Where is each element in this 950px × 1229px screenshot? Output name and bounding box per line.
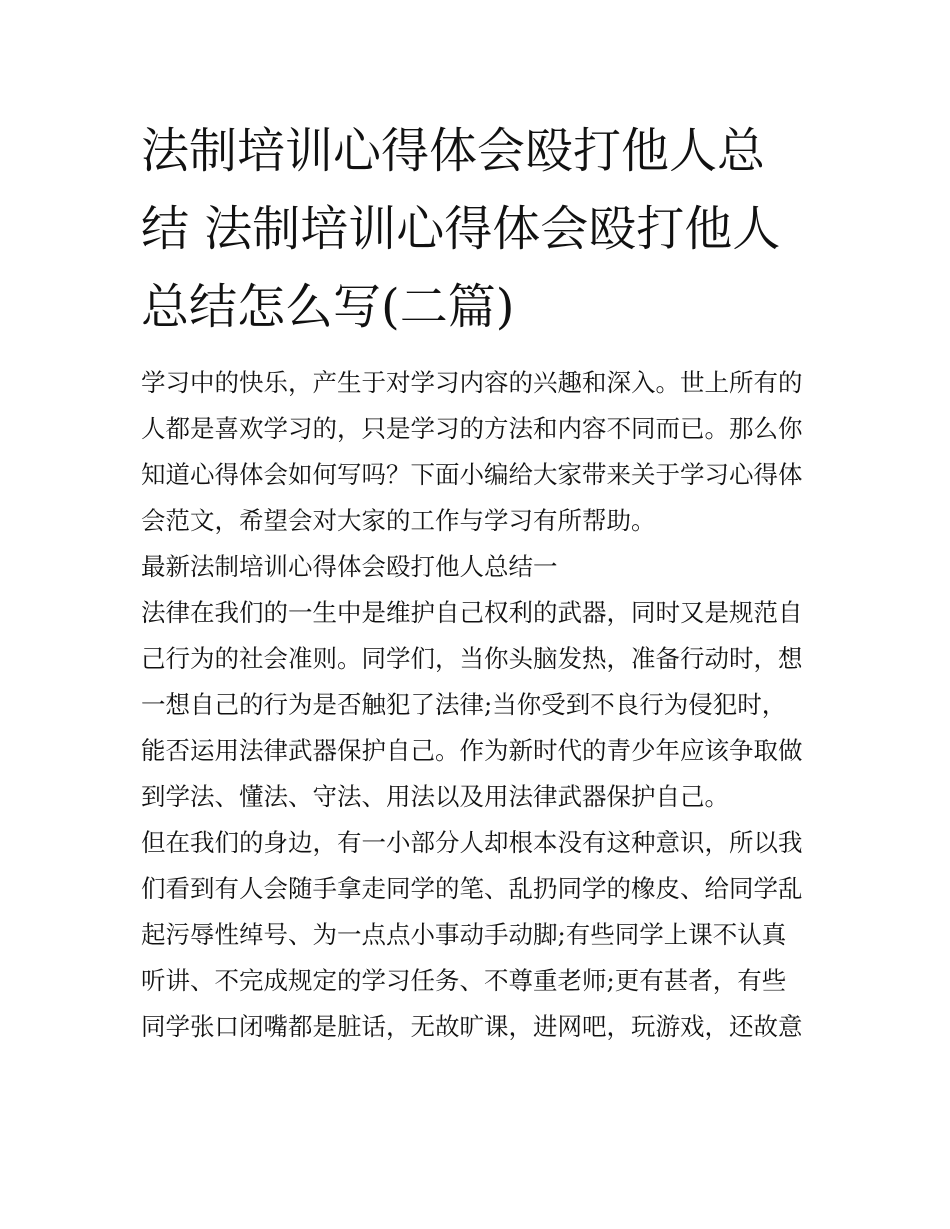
text-line: 人都是喜欢学习的，只是学习的方法和内容不同而已。那么你 [141,414,803,443]
title-line: 法制培训心得体会殴打他人总 [141,123,766,179]
text-line: 会范文，希望会对大家的工作与学习有所帮助。 [141,506,656,535]
text-line: 起污辱性绰号、为一点点小事动手动脚;有些同学上课不认真 [141,920,787,949]
text-line: 学习中的快乐，产生于对学习内容的兴趣和深入。世上所有的 [141,368,803,397]
text-line: 同学张口闭嘴都是脏话，无故旷课，进网吧，玩游戏，还故意 [141,1012,803,1041]
text-line: 听讲、不完成规定的学习任务、不尊重老师;更有甚者，有些 [141,966,787,995]
text-line: 法律在我们的一生中是维护自己权利的武器，同时又是规范自 [141,598,803,627]
paragraph-1 [141,590,813,820]
text-line: 们看到有人会随手拿走同学的笔、乱扔同学的橡皮、给同学乱 [141,874,803,903]
intro-paragraph [141,360,813,544]
title-line: 总结怎么写(二篇) [141,279,515,335]
section-heading: 最新法制培训心得体会殴打他人总结一 [141,552,558,581]
text-line: 能否运用法律武器保护自己。作为新时代的青少年应该争取做 [141,736,803,765]
text-line: 知道心得体会如何写吗？下面小编给大家带来关于学习心得体 [141,460,803,489]
title-line: 结 法制培训心得体会殴打他人 [141,201,781,257]
document-content [141,112,813,1050]
text-line: 己行为的社会准则。同学们，当你头脑发热，准备行动时，想 [141,644,803,673]
text-line: 但在我们的身边，有一小部分人却根本没有这种意识，所以我 [141,828,803,857]
paragraph-2 [141,820,813,1050]
document-title [141,112,813,346]
text-line: 一想自己的行为是否触犯了法律;当你受到不良行为侵犯时， [141,690,787,719]
text-line: 到学法、懂法、守法、用法以及用法律武器保护自己。 [141,782,729,811]
